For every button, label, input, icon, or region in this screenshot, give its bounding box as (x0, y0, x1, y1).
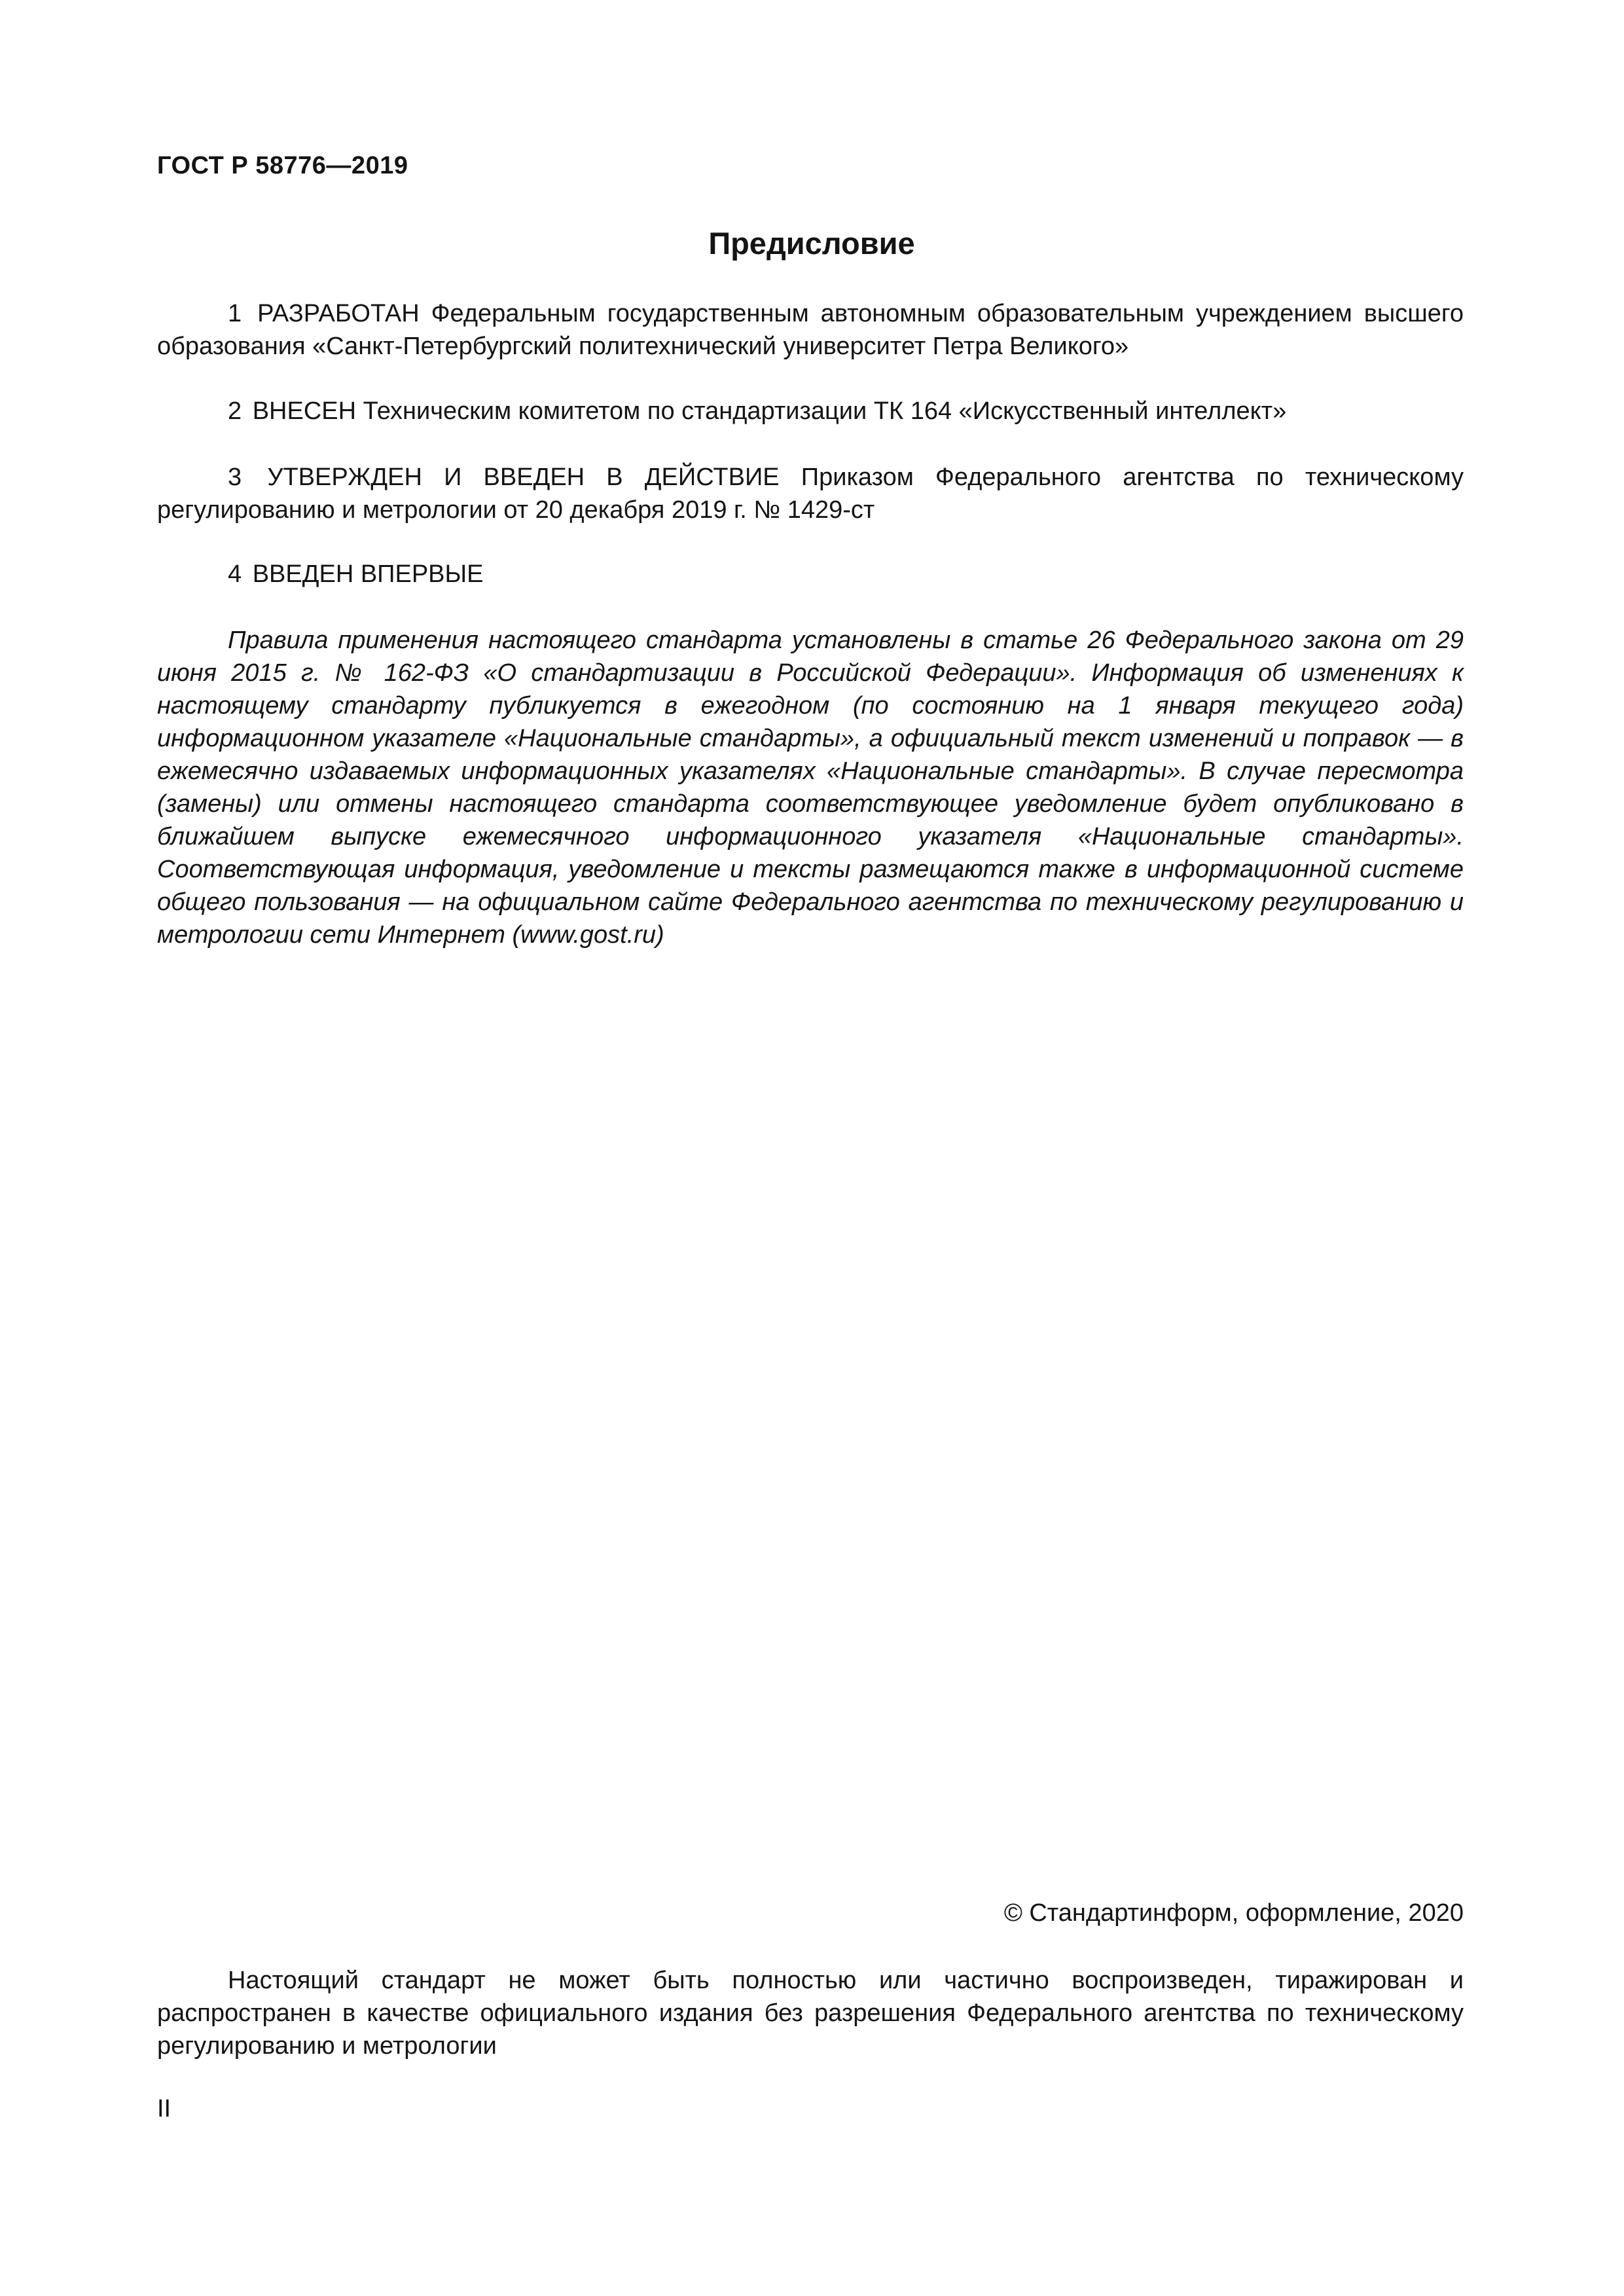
item-number: 1 (228, 300, 242, 327)
item-text: ВВЕДЕН ВПЕРВЫЕ (252, 560, 484, 588)
foreword-item-1 (157, 297, 1464, 363)
page-title: Предисловие (708, 226, 915, 261)
item-number: 4 (228, 560, 242, 588)
document-code: ГОСТ Р 58776—2019 (157, 152, 408, 179)
item-text: УТВЕРЖДЕН И ВВЕДЕН В ДЕЙСТВИЕ Приказом Федерального агентства по техническому регулированию и метрологии от 20 декабря 2019 г. № 1429-ст (157, 464, 1464, 524)
foreword-item-2 (157, 395, 1464, 428)
foreword-item-4 (157, 558, 1464, 591)
page-number: II (157, 2095, 171, 2123)
reproduction-notice: Настоящий стандарт не может быть полностью или частично воспроизведен, тиражирован и распространен в качестве официального издания без разрешения Федерального агентства по техническому регулированию и метрологии (157, 1967, 1464, 2060)
rules-paragraph: Правила применения настоящего стандарта установлены в статье 26 Федерального закона от 29 июня 2015 г. № 162-ФЗ «О стандартизации в Российской Федерации». Информация об изменениях к настоящему стандарту публикуется в ежегодном (по состоянию на 1 января текущего года) информационном указателе «Национальные стандарты», а официальный текст изменений и поправок — в ежемесячно издаваемых информационных указателях «Национальные стандарты». В случае пересмотра (замены) или отмены настоящего стандарта соответствующее уведомление будет опубликовано в ближайшем выпуске ежемесячного информационного указателя «Национальные стандарты». Соответствующая информация, уведомление и тексты размещаются также в информационной системе общего пользования — на официальном сайте Федерального агентства по техническому регулированию и метрологии сети Интернет (www.gost.ru) (157, 627, 1464, 949)
item-text: ВНЕСЕН Техническим комитетом по стандартизации ТК 164 «Искусственный интеллект» (252, 397, 1287, 425)
item-number: 2 (228, 397, 242, 425)
item-number: 3 (228, 464, 242, 491)
item-text: РАЗРАБОТАН Федеральным государственным автономным образовательным учреждением высшего образования «Санкт-Петербургский политехнический университет Петра Великого» (157, 300, 1464, 360)
foreword-item-3 (157, 461, 1464, 526)
copyright-line: © Стандартинформ, оформление, 2020 (1003, 1899, 1464, 1927)
